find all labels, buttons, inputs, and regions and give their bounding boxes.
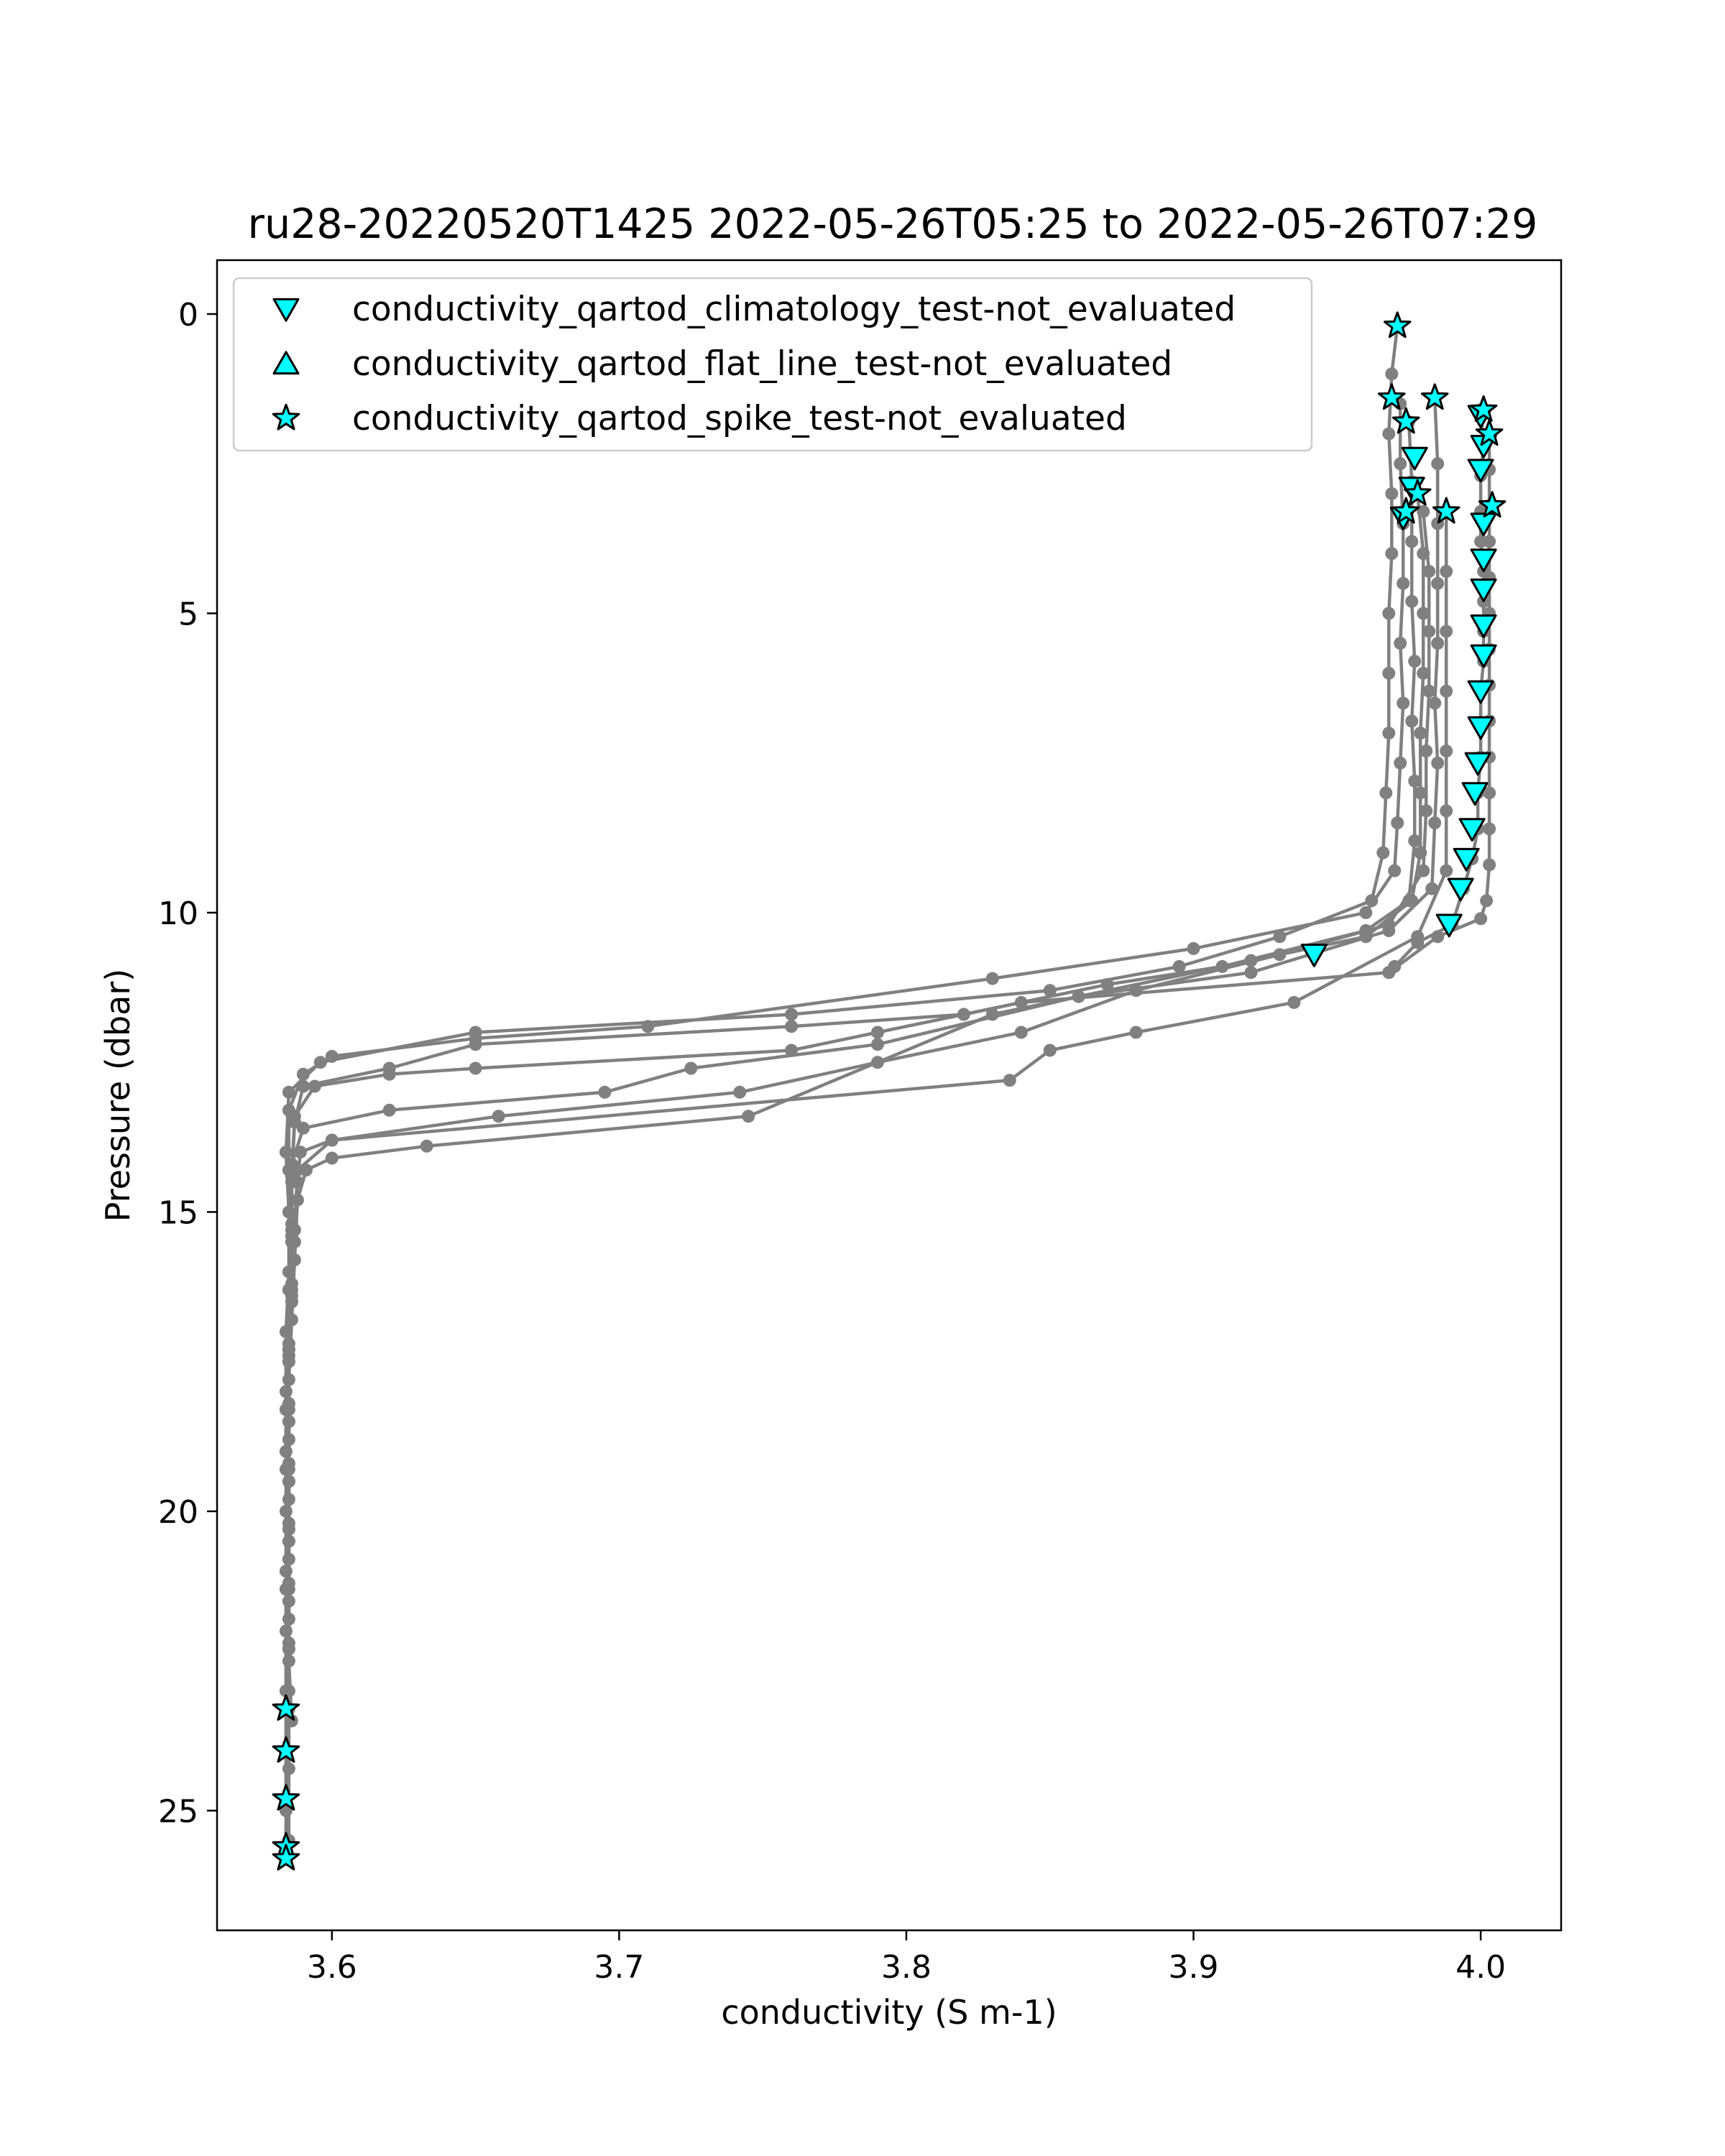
profile-point: [684, 1062, 697, 1075]
profile-line: [289, 512, 1446, 1542]
profile-point: [1397, 696, 1409, 709]
chart-title: ru28-20220520T1425 2022-05-26T05:25 to 2022-05-26T07:29: [247, 201, 1538, 248]
profile-point: [294, 1146, 307, 1158]
profile-9: [282, 428, 1496, 1363]
profile-point: [1379, 786, 1392, 799]
profile-point: [280, 1505, 293, 1518]
legend: [234, 278, 1312, 451]
profile-point: [742, 1110, 755, 1123]
legend-entries: [273, 290, 1236, 438]
profile-point: [297, 1080, 310, 1093]
flag-marker: [1393, 408, 1419, 433]
series-triangle-down: [1302, 406, 1496, 966]
profile-point: [285, 1230, 298, 1243]
profile-point: [1431, 757, 1444, 770]
profile-point: [1405, 714, 1418, 727]
profile-point: [420, 1140, 433, 1153]
profile-point: [1420, 804, 1432, 817]
profile-point: [297, 1122, 310, 1135]
profile-line: [286, 326, 1397, 1858]
profile-point: [1408, 655, 1421, 668]
profile-5: [282, 505, 1435, 1656]
x-tick-label: 3.8: [880, 1949, 932, 1986]
profile-point: [1440, 565, 1453, 578]
x-tick-label: 4.0: [1455, 1949, 1506, 1986]
y-tick-label: 25: [158, 1793, 198, 1830]
profile-point: [300, 1164, 313, 1176]
profile-point: [1382, 727, 1395, 740]
profile-point: [285, 1289, 298, 1302]
profile-point: [1044, 1044, 1057, 1057]
flag-marker: [1466, 753, 1490, 775]
profile-point: [1483, 822, 1496, 835]
profile-point: [1440, 625, 1453, 637]
profile-point: [1397, 577, 1409, 590]
profile-point: [1287, 996, 1300, 1009]
flag-marker: [1471, 616, 1496, 637]
profile-point: [1428, 696, 1441, 709]
legend-entry: [274, 290, 1236, 329]
profile-point: [785, 1008, 798, 1021]
profile-point: [297, 1068, 310, 1081]
profile-point: [1394, 757, 1407, 770]
profile-line: [289, 434, 1489, 1356]
profile-point: [326, 1050, 339, 1063]
y-tick-label: 10: [158, 895, 198, 932]
profile-point: [733, 1086, 746, 1099]
profile-point: [1431, 930, 1444, 943]
legend-label: conductivity_qartod_climatology_test-not_evaluated: [352, 290, 1236, 329]
profile-point: [1431, 637, 1444, 650]
profiles-layer: [280, 320, 1496, 1865]
profile-point: [1359, 906, 1372, 919]
profile-point: [1474, 912, 1487, 925]
profile-point: [641, 1020, 654, 1033]
profile-point: [282, 1475, 295, 1488]
profile-point: [1015, 996, 1028, 1009]
profile-point: [1273, 948, 1286, 961]
flag-marker: [1471, 645, 1496, 667]
profile-point: [598, 1086, 611, 1099]
profile-point: [280, 1625, 293, 1638]
y-tick-label: 20: [158, 1493, 198, 1531]
profile-point: [1388, 865, 1401, 877]
profile-point: [1483, 535, 1496, 548]
profile-point: [492, 1110, 505, 1123]
profile-point: [1394, 457, 1407, 470]
profile-point: [1385, 547, 1398, 560]
flag-marker: [1471, 550, 1496, 571]
profile-point: [1431, 457, 1444, 470]
y-axis-label: Pressure (dbar): [98, 968, 137, 1222]
profile-point: [1417, 865, 1430, 877]
profile-point: [285, 1170, 298, 1183]
profile-point: [1440, 685, 1453, 698]
profile-point: [282, 1349, 295, 1362]
profile-point: [785, 1044, 798, 1057]
profile-point: [282, 1762, 295, 1775]
profile-point: [1405, 595, 1418, 608]
y-tick-label: 0: [178, 296, 198, 333]
profile-point: [1483, 858, 1496, 871]
profile-point: [1130, 1026, 1143, 1039]
profile-point: [1422, 625, 1435, 637]
x-axis: [307, 1930, 1506, 1986]
profile-point: [1382, 428, 1395, 441]
x-tick-label: 3.6: [306, 1949, 357, 1986]
profile-point: [282, 1415, 295, 1428]
profile-point: [288, 1110, 301, 1123]
profile-point: [1003, 1074, 1016, 1087]
profile-point: [1382, 607, 1395, 620]
profile-point: [282, 1553, 295, 1566]
profile-point: [1385, 367, 1398, 380]
profile-point: [1405, 535, 1418, 548]
profile-line: [289, 512, 1429, 1649]
legend-label: conductivity_qartod_flat_line_test-not_evaluated: [352, 344, 1173, 384]
profile-point: [1394, 637, 1407, 650]
profile-point: [469, 1038, 482, 1051]
profile-point: [326, 1134, 339, 1147]
profile-point: [282, 1613, 295, 1626]
profile-point: [785, 1020, 798, 1033]
profile-point: [282, 1685, 295, 1697]
y-tick-label: 5: [178, 596, 198, 633]
profile-point: [1440, 804, 1453, 817]
profile-point: [1015, 1026, 1028, 1039]
y-axis: [158, 297, 217, 1830]
legend-entry: [273, 399, 1127, 438]
legend-entry: [274, 344, 1172, 384]
profile-point: [282, 1205, 295, 1218]
profile-point: [1431, 577, 1444, 590]
x-tick-label: 3.9: [1168, 1949, 1219, 1986]
profile-point: [469, 1062, 482, 1075]
profile-point: [1382, 966, 1395, 979]
plot-frame: [217, 260, 1561, 1930]
profile-point: [280, 1146, 293, 1158]
profile-1: [280, 320, 1404, 1865]
y-tick-label: 15: [158, 1194, 198, 1232]
profile-point: [986, 972, 999, 985]
flag-marker: [273, 1845, 299, 1869]
flag-marker: [1471, 580, 1496, 602]
profile-point: [326, 1152, 339, 1165]
profile-point: [383, 1104, 396, 1117]
profile-point: [1440, 865, 1453, 877]
profile-point: [1420, 745, 1432, 757]
x-axis-label: conductivity (S m-1): [721, 1993, 1057, 2032]
profile-point: [1382, 667, 1395, 680]
profile-point: [1414, 727, 1427, 740]
profile-7: [282, 505, 1453, 1548]
profile-line: [289, 422, 1414, 1721]
profile-point: [1428, 816, 1441, 829]
profile-point: [282, 1535, 295, 1548]
profile-point: [383, 1068, 396, 1081]
profile-point: [1422, 565, 1435, 578]
profile-point: [871, 1038, 884, 1051]
profile-point: [1440, 745, 1453, 757]
profile-point: [1391, 816, 1404, 829]
profile-point: [308, 1080, 321, 1093]
profile-point: [1187, 942, 1200, 955]
x-tick-label: 3.7: [594, 1949, 645, 1986]
profile-point: [1385, 487, 1398, 500]
profile-point: [1382, 924, 1395, 937]
profile-point: [871, 1026, 884, 1039]
profile-point: [1480, 894, 1493, 907]
profile-point: [1245, 966, 1258, 979]
profile-point: [282, 1643, 295, 1656]
profile-point: [1376, 847, 1389, 860]
legend-label: conductivity_qartod_spike_test-not_evaluated: [352, 399, 1127, 438]
